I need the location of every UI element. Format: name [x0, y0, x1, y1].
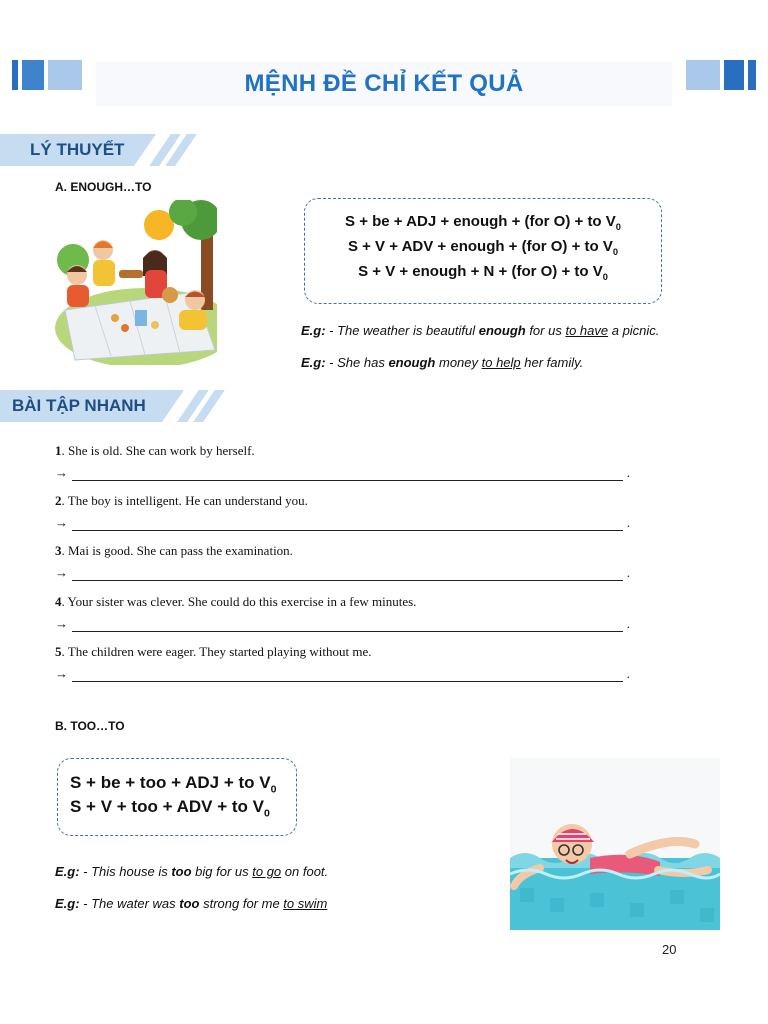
answer-line[interactable]: → . — [55, 666, 630, 681]
exercise-item: 4. Your sister was clever. She could do this exercise in a few minutes. → . — [55, 594, 630, 631]
exercise-item: 3. Mai is good. She can pass the examination. → . — [55, 543, 630, 580]
swimmer-illustration — [510, 758, 720, 930]
answer-line[interactable]: → . — [55, 616, 630, 631]
picnic-illustration — [55, 200, 217, 365]
answer-line[interactable]: → . — [55, 515, 630, 530]
too-formula-box — [57, 758, 297, 836]
example-enough-2: E.g: - She has enough money to help her family. — [301, 355, 584, 370]
formula-line: S + V + too + ADV + to $V_0$ — [70, 797, 270, 820]
section-ribbon-practice — [0, 390, 224, 422]
example-too-1: E.g: - This house is too big for us to go on foot. — [55, 864, 329, 879]
formula-line: S + V + ADV + enough + (for O) + to $V_0$ — [347, 238, 619, 257]
exercise-item: 2. The boy is intelligent. He can understand you. → . — [55, 493, 630, 530]
heading-enough: A. ENOUGH…TO — [55, 180, 152, 194]
exercise-item: 1. She is old. She can work by herself. → . — [55, 443, 630, 480]
section-title-practice: BÀI TẬP NHANH — [12, 396, 146, 415]
example-enough-1: E.g: - The weather is beautiful enough for us to have a picnic. — [301, 323, 660, 338]
exercise-list — [55, 443, 630, 694]
formula-line: S + be + too + ADJ + to $V_0$ — [70, 773, 277, 796]
formula-line: S + be + ADJ + enough + (for O) + to $V_0$ — [345, 213, 621, 232]
section-title-theory: LÝ THUYẾT — [30, 140, 125, 159]
page-title: MỆNH ĐỀ CHỈ KẾT QUẢ — [244, 70, 524, 97]
example-too-2: E.g: - The water was too strong for me to swim — [55, 896, 328, 911]
exercise-item: 5. The children were eager. They started playing without me. → . — [55, 644, 630, 681]
answer-line[interactable]: → . — [55, 465, 630, 480]
page-number: 20 — [662, 942, 677, 957]
answer-line[interactable]: → . — [55, 565, 630, 580]
formula-line: S + V + enough + N + (for O) + to $V_0$ — [358, 263, 608, 282]
enough-formula-box — [304, 198, 662, 304]
heading-too: B. TOO…TO — [55, 719, 125, 733]
section-ribbon-theory — [0, 134, 196, 166]
